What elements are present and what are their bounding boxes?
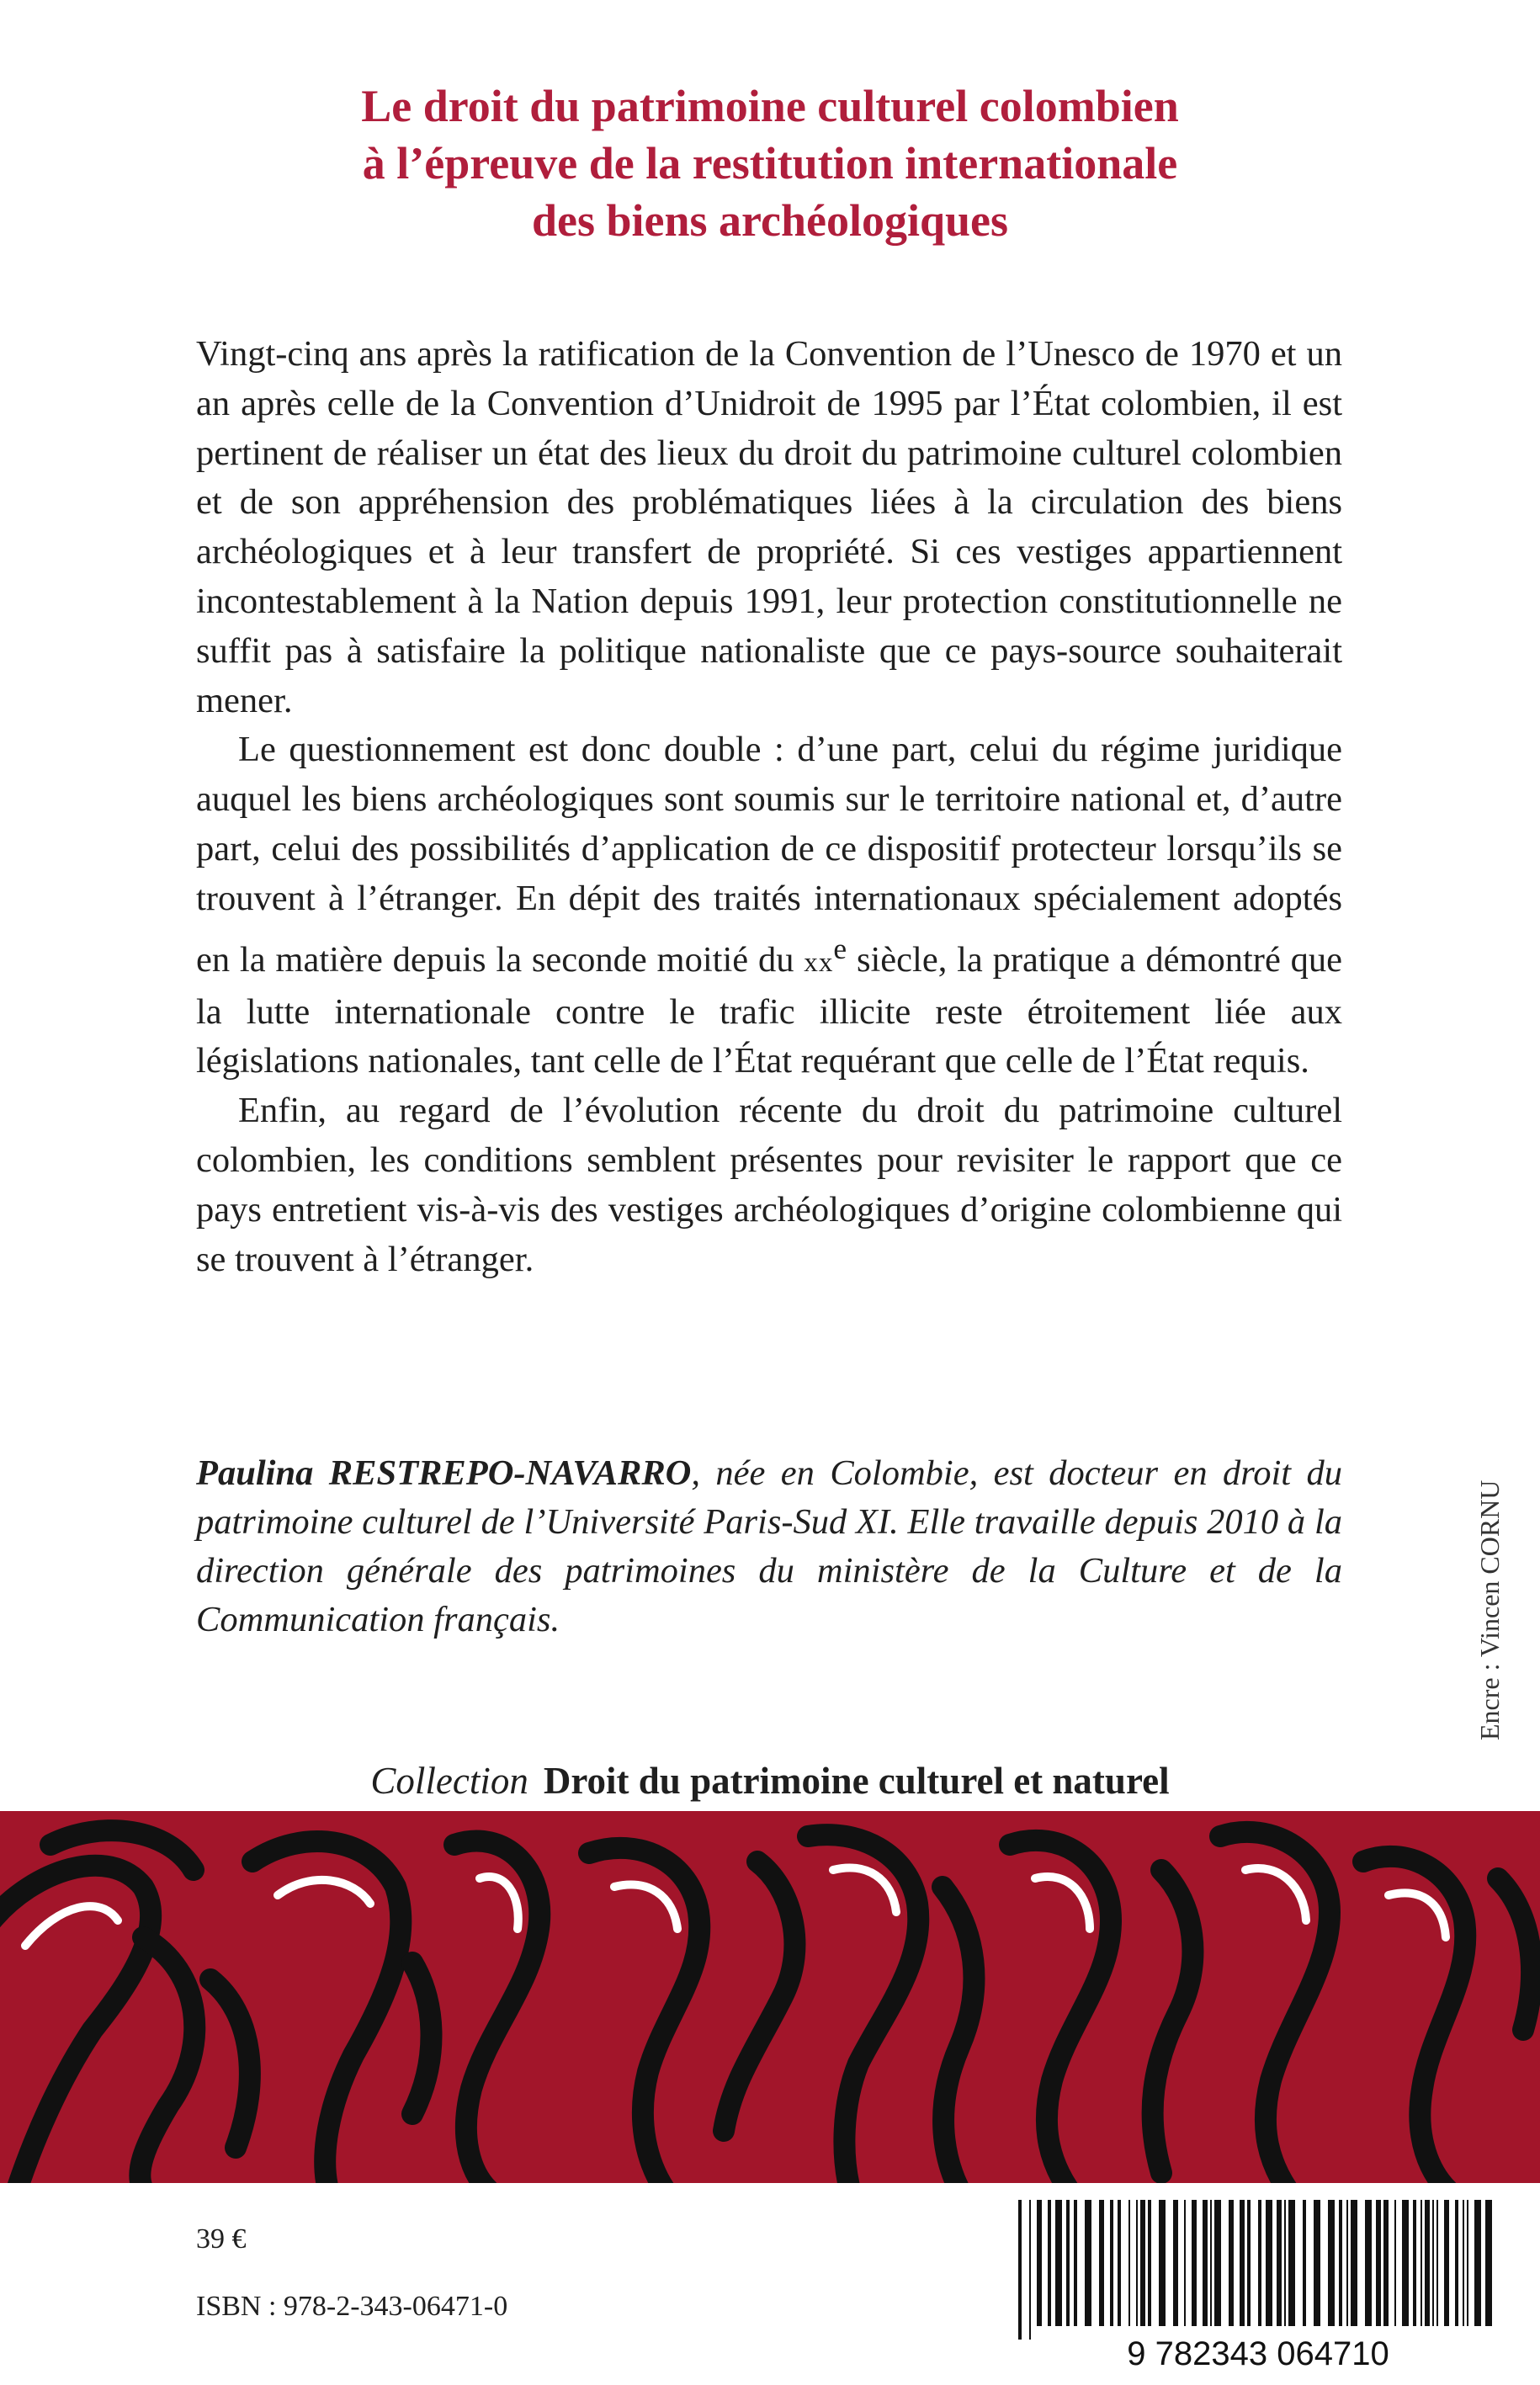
barcode-bar (1467, 2200, 1468, 2326)
barcode-bar (1110, 2200, 1113, 2326)
barcode-bar (1214, 2200, 1221, 2326)
title-line-3: des biens archéologiques (531, 195, 1009, 246)
illustration-credit: Encre : Vincen CORNU (1474, 1479, 1505, 1740)
collection-line (0, 1759, 1540, 1803)
barcode-bar (1184, 2200, 1186, 2326)
barcode-bar (1376, 2200, 1381, 2326)
barcode-bar (1339, 2200, 1342, 2326)
barcode-bar (1328, 2200, 1335, 2326)
isbn: ISBN : 978-2-343-06471-0 (196, 2291, 508, 2322)
blurb-paragraph-2-end: siècle, la pratique a démontré que la lutte internationale contre le trafic illicite reste étroitement liée aux législations nationales, tant celle de l’État requérant que celle de l’État requis. (196, 939, 1342, 1081)
barcode-bar (1118, 2200, 1121, 2326)
barcode-bar (1346, 2200, 1348, 2326)
barcode-bar (1288, 2200, 1295, 2326)
barcode-bar (1159, 2200, 1166, 2326)
barcode-bar (1266, 2200, 1272, 2326)
barcode-bar (1055, 2200, 1062, 2326)
barcode-bar (1018, 2200, 1022, 2340)
barcode-bar (1425, 2200, 1430, 2326)
barcode-bar (1136, 2200, 1138, 2326)
barcode-bar (1173, 2200, 1178, 2326)
title-line-1: Le droit du patrimoine culturel colombien (361, 81, 1179, 131)
author-name: Paulina RESTREPO-NAVARRO (196, 1453, 692, 1493)
barcode-bar (1277, 2200, 1282, 2326)
barcode-bar (1247, 2200, 1251, 2326)
barcode-bar (1485, 2200, 1492, 2326)
barcode-bar (1455, 2200, 1458, 2326)
barcode-bar (1048, 2200, 1051, 2326)
barcode-bar (1444, 2200, 1449, 2326)
barcode-bar (1240, 2200, 1245, 2326)
barcode-bar (1314, 2200, 1320, 2326)
barcode-bar (1192, 2200, 1197, 2326)
barcode-bar (1099, 2200, 1104, 2326)
barcode-bar (1037, 2200, 1042, 2326)
author-description: , née en Colombie, est docteur en droit du patrimoine culturel de l’Université Paris-Sud XI. Elle travaille depuis 2010 à la direction générale des patrimoines du ministère de la Culture et de la Communication français. (196, 1453, 1343, 1639)
barcode (1003, 2193, 1513, 2372)
barcode-bar (1148, 2200, 1151, 2326)
barcode-bar (1210, 2200, 1212, 2326)
barcode-bar (1432, 2200, 1434, 2326)
blurb-paragraph-2 (196, 725, 1342, 1086)
author-bio (196, 1449, 1342, 1644)
barcode-bar (1351, 2200, 1357, 2326)
ink-illustration (0, 1811, 1540, 2183)
barcode-bar (1203, 2200, 1208, 2326)
barcode-bar (1421, 2200, 1422, 2326)
blurb-paragraph-1: Vingt-cinq ans après la ratification de la Convention de l’Unesco de 1970 et un an après celle de la Convention d’Unidroit de 1995 par l’État colombien, il est pertinent de réaliser un état des lieux du droit du patrimoine culturel colombien et de son appréhension des problématiques liées à la circulation des biens archéologiques et à leur transfert de propriété. Si ces vestiges appartiennent incontestablement à la Nation depuis 1991, leur protection constitutionnelle ne suffit pas à satisfaire la politique nationaliste que ce pays-source souhaiterait mener. (196, 334, 1342, 720)
barcode-bar (1436, 2200, 1438, 2326)
blurb (196, 330, 1342, 1284)
barcode-bar (1258, 2200, 1261, 2326)
century-numeral: xx (804, 946, 834, 978)
barcode-bar (1413, 2200, 1416, 2326)
barcode-bar (1474, 2200, 1481, 2326)
book-title (0, 77, 1540, 249)
barcode-bars (1018, 2200, 1492, 2340)
barcode-bar (1229, 2200, 1234, 2326)
barcode-bar (1029, 2200, 1031, 2340)
barcode-number: 9 782343 064710 (1127, 2335, 1389, 2372)
barcode-bar (1085, 2200, 1091, 2326)
barcode-bar (1128, 2200, 1130, 2326)
price: 39 € (196, 2223, 247, 2255)
barcode-bar (1394, 2200, 1396, 2326)
barcode-bar (1284, 2200, 1286, 2326)
barcode-bar (1402, 2200, 1409, 2326)
barcode-bar (1066, 2200, 1070, 2326)
blurb-paragraph-2-start: Le questionnement est donc double : d’une part, celui du régime juridique auquel les biens archéologiques sont soumis sur le territoire national et, d’autre part, celui des possibilités d’application de ce dispositif protecteur lorsqu’ils se trouvent à l’étranger. En dépit des traités internationaux spécialement adoptés en la matière depuis la seconde moitié du (196, 730, 1342, 980)
title-line-2: à l’épreuve de la restitution internationale (362, 138, 1178, 189)
collection-name: Droit du patrimoine culturel et naturel (543, 1760, 1170, 1802)
blurb-paragraph-3: Enfin, au regard de l’évolution récente du droit du patrimoine culturel colombien, les conditions semblent présentes pour revisiter le rapport que ce pays entretient vis-à-vis des vestiges archéologiques d’origine colombienne qui se trouvent à l’étranger. (196, 1091, 1342, 1279)
barcode-bar (1140, 2200, 1145, 2326)
barcode-bar (1463, 2200, 1464, 2326)
barcode-bar (1383, 2200, 1389, 2326)
collection-label: Collection (370, 1760, 528, 1802)
barcode-bar (1365, 2200, 1372, 2326)
barcode-bar (1303, 2200, 1306, 2326)
century-superscript: e (833, 931, 847, 965)
barcode-bar (1074, 2200, 1077, 2326)
